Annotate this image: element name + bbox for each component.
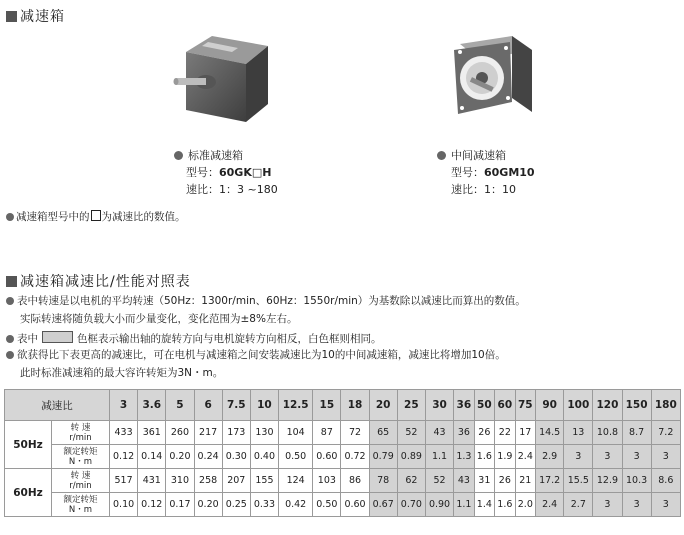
speed-value-cell: 173 xyxy=(222,421,250,445)
speed-value-cell: 7.2 xyxy=(651,421,680,445)
torque-value-cell: 3 xyxy=(593,445,622,469)
ratio-cell: 100 xyxy=(564,390,593,421)
torque-value-cell: 0.30 xyxy=(222,445,250,469)
ratio-cell: 12.5 xyxy=(279,390,313,421)
speed-value-cell: 258 xyxy=(194,469,222,493)
ratio-cell: 20 xyxy=(369,390,397,421)
speed-value-cell: 86 xyxy=(341,469,369,493)
middle-gearbox-image xyxy=(440,30,540,130)
ratio-cell: 75 xyxy=(515,390,535,421)
speed-value-cell: 52 xyxy=(425,469,453,493)
torque-value-cell: 2.7 xyxy=(564,493,593,517)
torque-value-cell: 0.10 xyxy=(110,493,138,517)
speed-label-cell xyxy=(52,421,110,445)
speed-value-cell: 10.8 xyxy=(593,421,622,445)
speed-value-cell: 36 xyxy=(454,421,474,445)
speed-label-line2: r/min xyxy=(69,480,92,491)
speed-value-cell: 13 xyxy=(564,421,593,445)
torque-label-line1: 额定转矩 xyxy=(63,494,98,505)
torque-value-cell: 2.4 xyxy=(515,445,535,469)
ratio-header-cell: 减速比 xyxy=(5,390,110,421)
speed-value-cell: 15.5 xyxy=(564,469,593,493)
middle-gearbox-model: 型号：60GM10 xyxy=(451,166,535,179)
torque-value-cell: 1.6 xyxy=(495,493,515,517)
square-bullet-icon xyxy=(6,276,17,287)
speed-value-cell: 52 xyxy=(397,421,425,445)
torque-value-cell: 1.1 xyxy=(454,493,474,517)
bullet-icon xyxy=(6,351,14,359)
torque-value-cell: 0.20 xyxy=(194,493,222,517)
table-row-60hz-speed xyxy=(5,469,681,493)
torque-value-cell: 1.1 xyxy=(425,445,453,469)
middle-gearbox-ratio: 速比：1：10 xyxy=(451,183,516,196)
speed-value-cell: 21 xyxy=(515,469,535,493)
ratio-cell: 25 xyxy=(397,390,425,421)
speed-value-cell: 431 xyxy=(138,469,166,493)
box-symbol-icon xyxy=(91,210,101,221)
speed-label-line2: r/min xyxy=(69,432,92,443)
torque-value-cell: 0.70 xyxy=(397,493,425,517)
speed-value-cell: 260 xyxy=(166,421,194,445)
ratio-cell: 30 xyxy=(425,390,453,421)
speed-value-cell: 103 xyxy=(313,469,341,493)
torque-value-cell: 3 xyxy=(651,445,680,469)
speed-value-cell: 217 xyxy=(194,421,222,445)
torque-value-cell: 1.3 xyxy=(454,445,474,469)
speed-label-line1: 转 速 xyxy=(70,470,91,481)
ratio-cell: 10 xyxy=(250,390,278,421)
speed-value-cell: 62 xyxy=(397,469,425,493)
frequency-cell: 50Hz xyxy=(5,421,52,469)
torque-label-cell xyxy=(52,445,110,469)
torque-value-cell: 2.4 xyxy=(536,493,564,517)
torque-value-cell: 0.42 xyxy=(279,493,313,517)
ratio-cell: 180 xyxy=(651,390,680,421)
torque-value-cell: 0.79 xyxy=(369,445,397,469)
torque-value-cell: 0.50 xyxy=(313,493,341,517)
bullet-icon xyxy=(437,151,446,160)
torque-value-cell: 0.25 xyxy=(222,493,250,517)
torque-value-cell: 3 xyxy=(651,493,680,517)
bullet-icon xyxy=(6,213,14,221)
torque-value-cell: 0.33 xyxy=(250,493,278,517)
torque-value-cell: 0.14 xyxy=(138,445,166,469)
torque-value-cell: 1.9 xyxy=(495,445,515,469)
torque-value-cell: 3 xyxy=(622,493,651,517)
speed-value-cell: 361 xyxy=(138,421,166,445)
speed-label-line1: 转 速 xyxy=(70,422,91,433)
speed-value-cell: 10.3 xyxy=(622,469,651,493)
speed-value-cell: 433 xyxy=(110,421,138,445)
standard-gearbox-image xyxy=(168,30,276,128)
speed-value-cell: 26 xyxy=(474,421,494,445)
torque-value-cell: 0.60 xyxy=(313,445,341,469)
model-note: 减速箱型号中的 为减速比的数值。 xyxy=(6,210,186,224)
torque-value-cell: 0.50 xyxy=(279,445,313,469)
ratio-performance-table xyxy=(4,389,681,517)
note-max-torque: 此时标准减速箱的最大容许转矩为3N・m。 xyxy=(20,367,224,379)
torque-label-cell xyxy=(52,493,110,517)
speed-value-cell: 22 xyxy=(495,421,515,445)
note-speed-basis: 表中转速是以电机的平均转速（50Hz：1300r/min、60Hz：1550r/min）为基数除以减速比而算出的数值。 xyxy=(6,295,526,308)
speed-label-cell xyxy=(52,469,110,493)
note-rotation-direction: 表中 色框表示输出轴的旋转方向与电机旋转方向相反，白色框则相同。 xyxy=(6,331,382,346)
torque-label-line2: N・m xyxy=(68,504,93,515)
speed-value-cell: 12.9 xyxy=(593,469,622,493)
note-middle-gearbox: 欲获得比下表更高的减速比，可在电机与减速箱之间安装减速比为10的中间减速箱，减速比将增加10倍。 xyxy=(6,349,506,362)
torque-value-cell: 0.72 xyxy=(341,445,369,469)
speed-value-cell: 130 xyxy=(250,421,278,445)
ratio-cell: 7.5 xyxy=(222,390,250,421)
speed-value-cell: 65 xyxy=(369,421,397,445)
ratio-cell: 18 xyxy=(341,390,369,421)
torque-value-cell: 0.17 xyxy=(166,493,194,517)
speed-value-cell: 26 xyxy=(495,469,515,493)
torque-value-cell: 0.67 xyxy=(369,493,397,517)
speed-value-cell: 72 xyxy=(341,421,369,445)
torque-value-cell: 3 xyxy=(564,445,593,469)
speed-value-cell: 207 xyxy=(222,469,250,493)
speed-value-cell: 14.5 xyxy=(536,421,564,445)
standard-gearbox-model: 型号：60GK□H xyxy=(186,166,272,179)
speed-value-cell: 8.7 xyxy=(622,421,651,445)
ratio-cell: 3.6 xyxy=(138,390,166,421)
speed-value-cell: 43 xyxy=(425,421,453,445)
ratio-cell: 36 xyxy=(454,390,474,421)
torque-value-cell: 1.6 xyxy=(474,445,494,469)
torque-label-line1: 额定转矩 xyxy=(63,446,98,457)
torque-value-cell: 0.90 xyxy=(425,493,453,517)
torque-value-cell: 2.9 xyxy=(536,445,564,469)
speed-value-cell: 517 xyxy=(110,469,138,493)
table-row-50hz-torque xyxy=(5,445,681,469)
standard-gearbox-name: 标准减速箱 xyxy=(174,147,243,163)
table-row-50hz-speed xyxy=(5,421,681,445)
speed-value-cell: 124 xyxy=(279,469,313,493)
torque-value-cell: 0.20 xyxy=(166,445,194,469)
torque-value-cell: 2.0 xyxy=(515,493,535,517)
torque-value-cell: 0.40 xyxy=(250,445,278,469)
ratio-cell: 60 xyxy=(495,390,515,421)
torque-value-cell: 0.12 xyxy=(110,445,138,469)
speed-value-cell: 78 xyxy=(369,469,397,493)
torque-label-line2: N・m xyxy=(68,456,93,467)
ratio-cell: 90 xyxy=(536,390,564,421)
middle-gearbox-name: 中间减速箱 xyxy=(437,147,506,163)
speed-value-cell: 31 xyxy=(474,469,494,493)
torque-value-cell: 0.60 xyxy=(341,493,369,517)
square-bullet-icon xyxy=(6,11,17,22)
speed-value-cell: 17 xyxy=(515,421,535,445)
grey-box-sample-icon xyxy=(42,331,73,343)
speed-value-cell: 155 xyxy=(250,469,278,493)
torque-value-cell: 0.89 xyxy=(397,445,425,469)
table-row-60hz-torque xyxy=(5,493,681,517)
bullet-icon xyxy=(6,297,14,305)
torque-value-cell: 3 xyxy=(593,493,622,517)
speed-value-cell: 87 xyxy=(313,421,341,445)
note-speed-variation: 实际转速将随负载大小而少量变化，变化范围为±8%左右。 xyxy=(20,313,298,325)
torque-value-cell: 1.4 xyxy=(474,493,494,517)
ratio-cell: 50 xyxy=(474,390,494,421)
ratio-cell: 120 xyxy=(593,390,622,421)
bullet-icon xyxy=(174,151,183,160)
ratio-cell: 3 xyxy=(110,390,138,421)
standard-gearbox-ratio: 速比：1：3 ~180 xyxy=(186,183,278,196)
torque-value-cell: 0.12 xyxy=(138,493,166,517)
speed-value-cell: 43 xyxy=(454,469,474,493)
section-title-gearbox: 减速箱 xyxy=(6,6,65,26)
section-title-ratio-table: 减速箱减速比/性能对照表 xyxy=(6,271,191,291)
frequency-cell: 60Hz xyxy=(5,469,52,517)
ratio-cell: 6 xyxy=(194,390,222,421)
ratio-cell: 15 xyxy=(313,390,341,421)
torque-value-cell: 3 xyxy=(622,445,651,469)
ratio-cell: 150 xyxy=(622,390,651,421)
speed-value-cell: 310 xyxy=(166,469,194,493)
torque-value-cell: 0.24 xyxy=(194,445,222,469)
speed-value-cell: 8.6 xyxy=(651,469,680,493)
speed-value-cell: 104 xyxy=(279,421,313,445)
ratio-cell: 5 xyxy=(166,390,194,421)
table-header-row xyxy=(5,390,681,421)
bullet-icon xyxy=(6,335,14,343)
speed-value-cell: 17.2 xyxy=(536,469,564,493)
